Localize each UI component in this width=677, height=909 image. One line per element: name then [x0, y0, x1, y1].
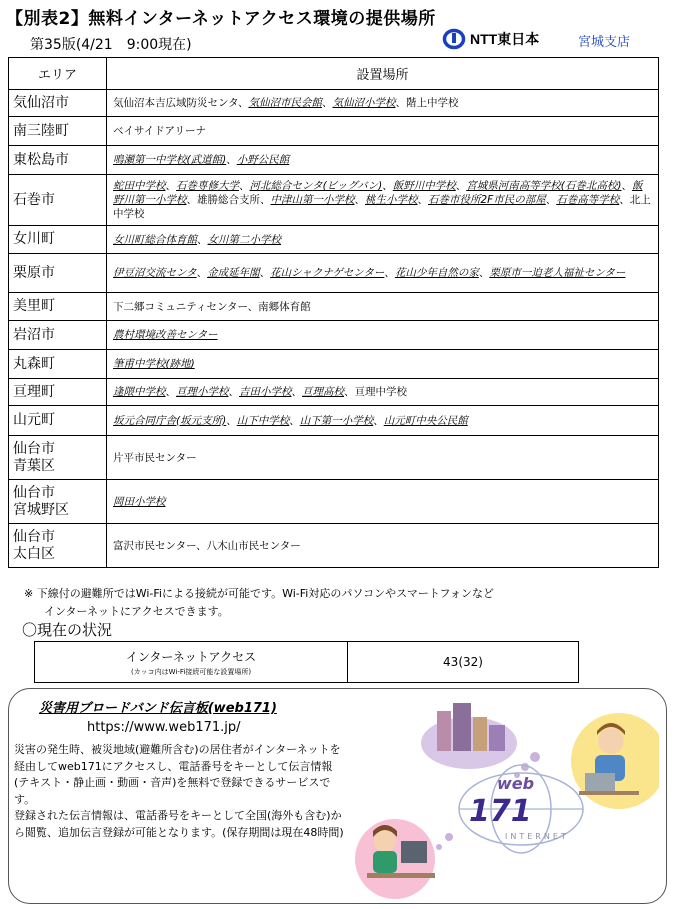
- status-label: インターネットアクセス: [125, 649, 257, 664]
- location-text: 、: [478, 267, 490, 279]
- wifi-location: 女川第二小学校: [207, 233, 281, 246]
- area-cell: 東松島市: [9, 146, 107, 175]
- location-text: 、: [321, 97, 333, 109]
- wifi-location: 岡田小学校: [113, 495, 166, 508]
- status-table: [34, 641, 579, 683]
- status-value: 43(32): [348, 642, 579, 683]
- location-text: 、: [226, 414, 237, 427]
- wifi-note: ※ 下線付の避難所ではWi-Fiによる接続が可能です。Wi-Fi対応のパソコンやスマートフォンなど: [24, 587, 494, 600]
- web171-panel: [8, 688, 667, 904]
- wifi-location: 河北総合センタ(ビッグバン): [249, 180, 383, 192]
- wifi-location: 花山シャクナゲセンター: [270, 267, 385, 279]
- wifi-location: 中津山第一小学校: [270, 194, 355, 206]
- area-cell: 仙台市 青葉区: [9, 436, 107, 480]
- wifi-location: 宮城県河南高等学校(石巻北高校): [466, 180, 622, 192]
- wifi-location: 石巻高等学校: [556, 194, 620, 206]
- location-text: 、: [259, 267, 271, 279]
- location-text: ベイサイドアリーナ: [113, 125, 207, 137]
- location-text: 、階上中学校: [395, 97, 459, 109]
- web171-desc-1: 災害の発生時、被災地域(避難所含む)の居住者がインターネットを経由してweb171にアクセスし、電話番号をキーとして伝言情報(テキスト・静止画・動画・音声)を無料で登録できるサービスです。: [14, 743, 341, 806]
- location-cell: [107, 293, 659, 321]
- wifi-location: 小野公民館: [236, 154, 290, 166]
- branch-name: 宮城支店: [578, 35, 631, 50]
- location-text: 、: [545, 194, 557, 206]
- area-cell: 美里町: [9, 293, 107, 321]
- location-text: 、: [197, 233, 208, 246]
- wifi-location: 気仙沼市民会館: [248, 97, 322, 109]
- location-text: 片平市民センター: [113, 451, 197, 464]
- location-cell: [107, 379, 659, 406]
- location-text: 、北上中学校: [113, 194, 651, 220]
- area-cell: 気仙沼市: [9, 90, 107, 117]
- logo-num-text: 171: [469, 794, 532, 829]
- location-text: 、: [165, 386, 176, 398]
- ntt-logo-text: NTT東日本: [470, 31, 540, 47]
- location-cell: [107, 350, 659, 379]
- edition-date: 第35版(4/21 9:00現在): [30, 37, 192, 53]
- table-row: [9, 480, 659, 524]
- table-row: [9, 117, 659, 146]
- wifi-location: 伊豆沼交流センタ: [113, 267, 197, 279]
- wifi-location: 栗原市一迫老人福祉センター: [489, 267, 626, 279]
- area-cell: 仙台市 宮城野区: [9, 480, 107, 524]
- location-text: 、: [417, 194, 428, 206]
- person-computer-icon: [355, 819, 435, 899]
- city-cloud-icon: [421, 703, 540, 778]
- location-text: 、: [289, 414, 300, 427]
- table-row: [9, 321, 659, 350]
- area-cell: 丸森町: [9, 350, 107, 379]
- header-area: エリア: [9, 58, 107, 90]
- area-cell: 女川町: [9, 226, 107, 254]
- area-cell: 栗原市: [9, 254, 107, 293]
- location-text: 下二郷コミュニティセンター、南郷体育館: [113, 300, 311, 313]
- wifi-location: 女川町総合体育館: [113, 233, 197, 246]
- wifi-location: 鳴瀬第一中学校(武道館): [113, 154, 227, 166]
- wifi-location: 筆甫中学校(跡地): [113, 358, 195, 370]
- location-text: 気仙沼本吉広域防災センタ、: [113, 97, 249, 109]
- wifi-location: 蛇田中学校: [113, 180, 166, 192]
- wifi-location: 農村環境改善センター: [113, 329, 218, 341]
- location-cell: [107, 90, 659, 117]
- header-location: 設置場所: [107, 58, 659, 90]
- area-cell: 南三陸町: [9, 117, 107, 146]
- table-row: [9, 146, 659, 175]
- logo-sub-text: INTERNET: [505, 832, 569, 841]
- location-cell: [107, 175, 659, 226]
- wifi-location: 逢隈中学校: [113, 386, 166, 398]
- location-text: 、: [165, 180, 176, 192]
- wifi-location: 山元町中央公民館: [383, 414, 468, 427]
- wifi-location: 桃生小学校: [365, 194, 418, 206]
- wifi-location: 坂元合同庁舎(坂元支所): [113, 414, 227, 427]
- area-cell: 岩沼市: [9, 321, 107, 350]
- web171-illustration: [349, 691, 659, 901]
- location-text: 、: [239, 180, 250, 192]
- status-heading: 〇現在の状況: [22, 621, 113, 639]
- table-row: [9, 406, 659, 436]
- table-row: [9, 293, 659, 321]
- location-text: 富沢市民センター、八木山市民センター: [113, 539, 301, 552]
- wifi-location: 石巻市役所2F市民の部屋: [428, 194, 546, 206]
- wifi-location: 金成延年閣: [207, 267, 260, 279]
- location-text: 、: [354, 194, 365, 206]
- location-text: 、: [621, 180, 632, 192]
- table-row: [9, 379, 659, 406]
- person-laptop-icon: [571, 713, 659, 809]
- status-label-cell: [35, 642, 348, 683]
- web171-desc-2: 登録された伝言情報は、電話番号をキーとして全国(海外も含む)から閲覧、追加伝言登録が可能となります。(保存期間は現在48時間): [14, 809, 344, 839]
- location-cell: [107, 226, 659, 254]
- location-cell: [107, 406, 659, 436]
- location-cell: [107, 480, 659, 524]
- location-text: 、: [228, 386, 239, 398]
- area-cell: 亘理町: [9, 379, 107, 406]
- wifi-location: 飯野川第一小学校: [113, 180, 643, 206]
- table-row: [9, 524, 659, 568]
- area-cell: 山元町: [9, 406, 107, 436]
- web171-logo: [436, 765, 583, 853]
- area-cell: 石巻市: [9, 175, 107, 226]
- wifi-location: 亘理高校: [302, 386, 344, 398]
- location-cell: [107, 117, 659, 146]
- wifi-location: 気仙沼小学校: [332, 97, 396, 109]
- location-text: 、: [384, 267, 395, 279]
- wifi-location: 石巻専修大学: [176, 180, 239, 192]
- location-text: 、: [382, 180, 393, 192]
- web171-url[interactable]: https://www.web171.jp/: [87, 720, 241, 735]
- location-cell: [107, 254, 659, 293]
- web171-title: 災害用ブロードバンド伝言板(web171): [39, 701, 277, 716]
- location-text: 、: [291, 386, 302, 398]
- location-text: 、亘理中学校: [344, 386, 407, 398]
- table-row: [9, 226, 659, 254]
- wifi-note-cont: インターネットにアクセスできます。: [44, 605, 229, 618]
- location-text: 、: [196, 267, 208, 279]
- table-row: [9, 175, 659, 226]
- location-text: 、: [226, 154, 237, 166]
- location-cell: [107, 321, 659, 350]
- location-cell: [107, 146, 659, 175]
- location-text: 、: [373, 414, 384, 427]
- ntt-logo: [442, 28, 539, 50]
- logo-web-text: web: [497, 774, 535, 793]
- wifi-location: 花山少年自然の家: [394, 267, 479, 279]
- location-table: [8, 57, 659, 568]
- wifi-location: 山下第一小学校: [299, 414, 374, 427]
- status-sublabel: (カッコ内はWi-Fi接続可能な設置場所): [130, 667, 252, 676]
- wifi-location: 吉田小学校: [239, 386, 292, 398]
- table-row: [9, 254, 659, 293]
- location-text: 、雄勝総合支所、: [186, 194, 271, 206]
- wifi-location: 亘理小学校: [176, 386, 229, 398]
- area-cell: 仙台市 太白区: [9, 524, 107, 568]
- web171-description: [14, 742, 344, 841]
- table-row: [9, 350, 659, 379]
- page-title: 【別表2】無料インターネットアクセス環境の提供場所: [6, 9, 436, 29]
- location-text: 、: [455, 180, 467, 192]
- table-row: [9, 436, 659, 480]
- location-cell: [107, 524, 659, 568]
- wifi-location: 山下中学校: [236, 414, 290, 427]
- table-row: [9, 90, 659, 117]
- location-cell: [107, 436, 659, 480]
- ntt-logo-icon: [442, 28, 466, 50]
- wifi-location: 飯野川中学校: [392, 180, 456, 192]
